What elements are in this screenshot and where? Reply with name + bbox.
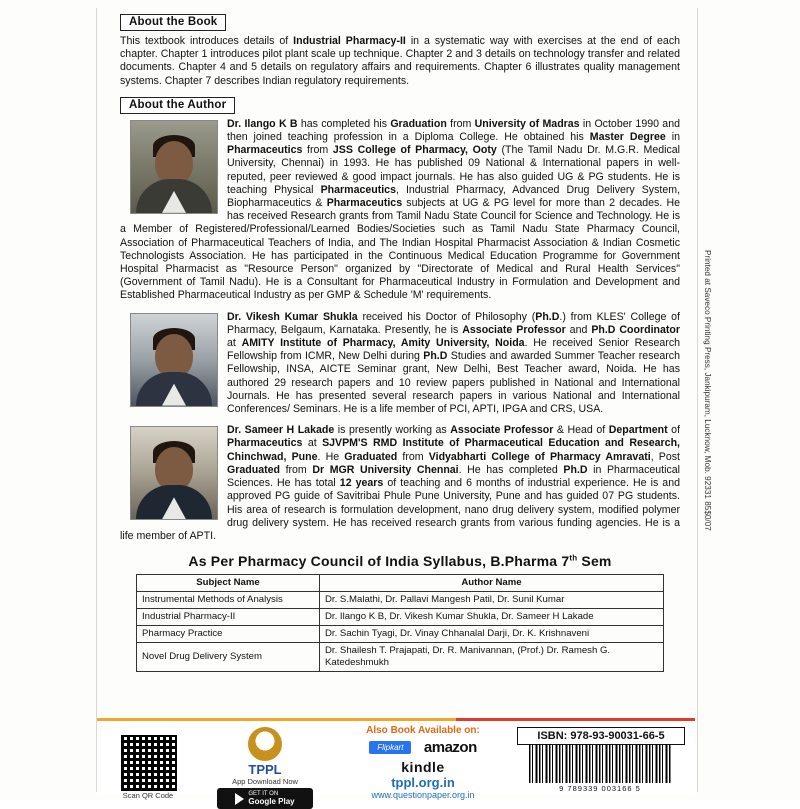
syllabus-title [120,553,680,569]
publisher-block [205,727,325,809]
barcode-digits: 9 789339 003166 5 [559,784,641,793]
availability-heading: Also Book Available on: [366,725,480,736]
cell-subject: Pharmacy Practice [137,626,320,643]
author-photo-sameer [130,426,218,520]
syllabus-table [136,574,664,672]
cell-authors: Dr. Ilango K B, Dr. Vikesh Kumar Shukla, Dr. Sameer H Lakade [320,609,664,626]
cell-authors: Dr. S.Malathi, Dr. Pallavi Mangesh Patil, Dr. Sunil Kumar [320,592,664,609]
about-author-heading-wrap [120,95,680,114]
table-row [137,643,664,672]
flipkart-logo[interactable]: Flipkart [369,741,411,754]
author-bio: Dr. Sameer H Lakade is presently working as Associate Professor & Head of Department of Pharmaceutics at SJVPM'S RMD Institute of Pharmaceutical Education and Research, Chinchwad, Pune. He Graduated from Vidyabharti College of Pharmacy Amravati, Post Graduated from Dr MGR University Chennai. He has completed Ph.D in Pharmaceutical Sciences. He has total 12 years of teaching and 6 months of industrial experience. He is and approved PG guide of Savitribai Phule Pune University, Pune and has guided 07 PG students. His area of research is formulation development, nano drug delivery system, modified polymer drug delivery system. He has received research grants from various funding agencies. He is a life member of APTI. [120,424,680,542]
google-play-badge[interactable] [217,788,313,809]
cell-authors: Dr. Sachin Tyagi, Dr. Vinay Chhanalal Darji, Dr. K. Krishnaveni [320,626,664,643]
publisher-logo-icon [248,727,282,761]
table-header-row [137,575,664,592]
gplay-get-label: GET IT ON [248,790,279,797]
col-subject-name: Subject Name [137,575,320,592]
table-row [137,609,664,626]
syllabus-title-pre: As Per Pharmacy Council of India Syllabus, B.Pharma 7 [188,553,570,570]
author-block [120,118,680,303]
table-row [137,626,664,643]
author-block [120,311,680,417]
table-row [137,592,664,609]
tppl-website[interactable]: tppl.org.in [391,775,455,790]
gplay-store-name: Google Play [248,796,295,806]
cover-content [120,12,680,672]
cell-authors: Dr. Shailesh T. Prajapati, Dr. R. Manivannan, (Prof.) Dr. Ramesh G. Katedeshmukh [320,643,664,672]
about-author-heading: About the Author [120,97,235,114]
play-triangle-icon [235,793,244,805]
author-photo-vikesh [130,313,218,407]
isbn-label: ISBN: 978-93-90031-66-5 [517,727,685,745]
barcode-image [529,745,671,783]
footer-strip [97,718,695,806]
syllabus-title-sup: th [569,553,578,563]
cell-subject: Instrumental Methods of Analysis [137,592,320,609]
amazon-logo[interactable]: amazon [423,739,477,757]
about-book-heading: About the Book [120,14,226,31]
publisher-name: TPPL [248,762,282,777]
cell-subject: Novel Drug Delivery System [137,643,320,672]
qr-code-label: Scan QR Code [122,791,174,800]
app-download-label: App Download Now [232,777,298,786]
about-book-text: This textbook introduces details of Industrial Pharmacy-II in a systematic way with exercises at the end of each chapter. Chapter 1 introduces pilot plant scale up technique. Chapter 2 and 3 details on technology transfer and related documents. Chapter 4 and 5 details on regulatory affairs and requirements. Chapter 6 illustrates quality management systems. Chapter 7 describes Indian regulatory requirements. [120,35,681,87]
col-author-name: Author Name [320,575,664,592]
kindle-logo[interactable]: kindle [401,759,445,775]
about-book-heading-wrap [120,12,680,31]
cell-subject: Industrial Pharmacy-II [137,609,320,626]
author-photo-ilango [130,120,218,214]
questionpaper-website[interactable]: www.questionpaper.org.in [371,790,475,800]
availability-block [333,725,513,800]
printer-note: Printed at Saveco Printing Press, Jankipuram, Lucknow, Mob. 92331 85$0/07 [703,250,712,531]
author-bio: Dr. Ilango K B has completed his Graduation from University of Madras in October 1990 and then joined teaching profession in a Diploma College. He obtained his Master Degree in Pharmaceutics from JSS College of Pharmacy, Ooty (The Tamil Nadu Dr. M.G.R. Medical University, Chennai) in 1993. He has published 09 National & International papers in well-reputed, peer reviewed & good impact journals. He has also guided UG & PG students. He is teaching Physical Pharmaceutics, Industrial Pharmacy, Advanced Drug Delivery System, Biopharmaceutics & Pharmaceutics subjects at UG & PG level for more than 2 decades. He has received Research grants from Tamil Nadu State Council for Science and Technology. He is a Member of Registered/Professional/Learned Bodies/Societies such as Tamil Nadu State Pharmacy Council, Association of Pharmaceutical Teachers of India, and The Indian Hospital Pharmacist Association & Indian Cosmetic Technologists Association. He has participated in the Continuous Medical Education Programme for Government Hospital Pharmacist as "Resource Person" organized by "Directorate of Medical and Rural Health Services" (Government of Tamil Nadu). He is a Consultant for Pharmaceutical Industry in Formulation and Development and Established Pharmaceutical Industry as per GMP & Schedule 'M' requirements. [120,117,680,302]
qr-code-icon [119,733,179,793]
syllabus-title-post: Sem [577,553,612,570]
author-bio: Dr. Vikesh Kumar Shukla received his Doctor of Philosophy (Ph.D.) from KLES' College of Pharmacy, Belgaum, Karnataka. Presently, he is Associate Professor and Ph.D Coordinator at AMITY Institute of Pharmacy, Amity University, Noida. He received Senior Research Fellowship from ICMR, New Delhi during Ph.D Studies and awarded Summer Teacher research Fellowship, INSA, AICTE Seminar grant, New Delhi, Best Teacher award, Noida. He has authored 29 research papers and 10 review papers published in National and International Journals. He has presented several research papers in various National and International Conferences/ Seminars. He is a life member of PCI, APTI, IPGA and CRS, USA. [227,310,680,416]
author-block [120,424,680,543]
